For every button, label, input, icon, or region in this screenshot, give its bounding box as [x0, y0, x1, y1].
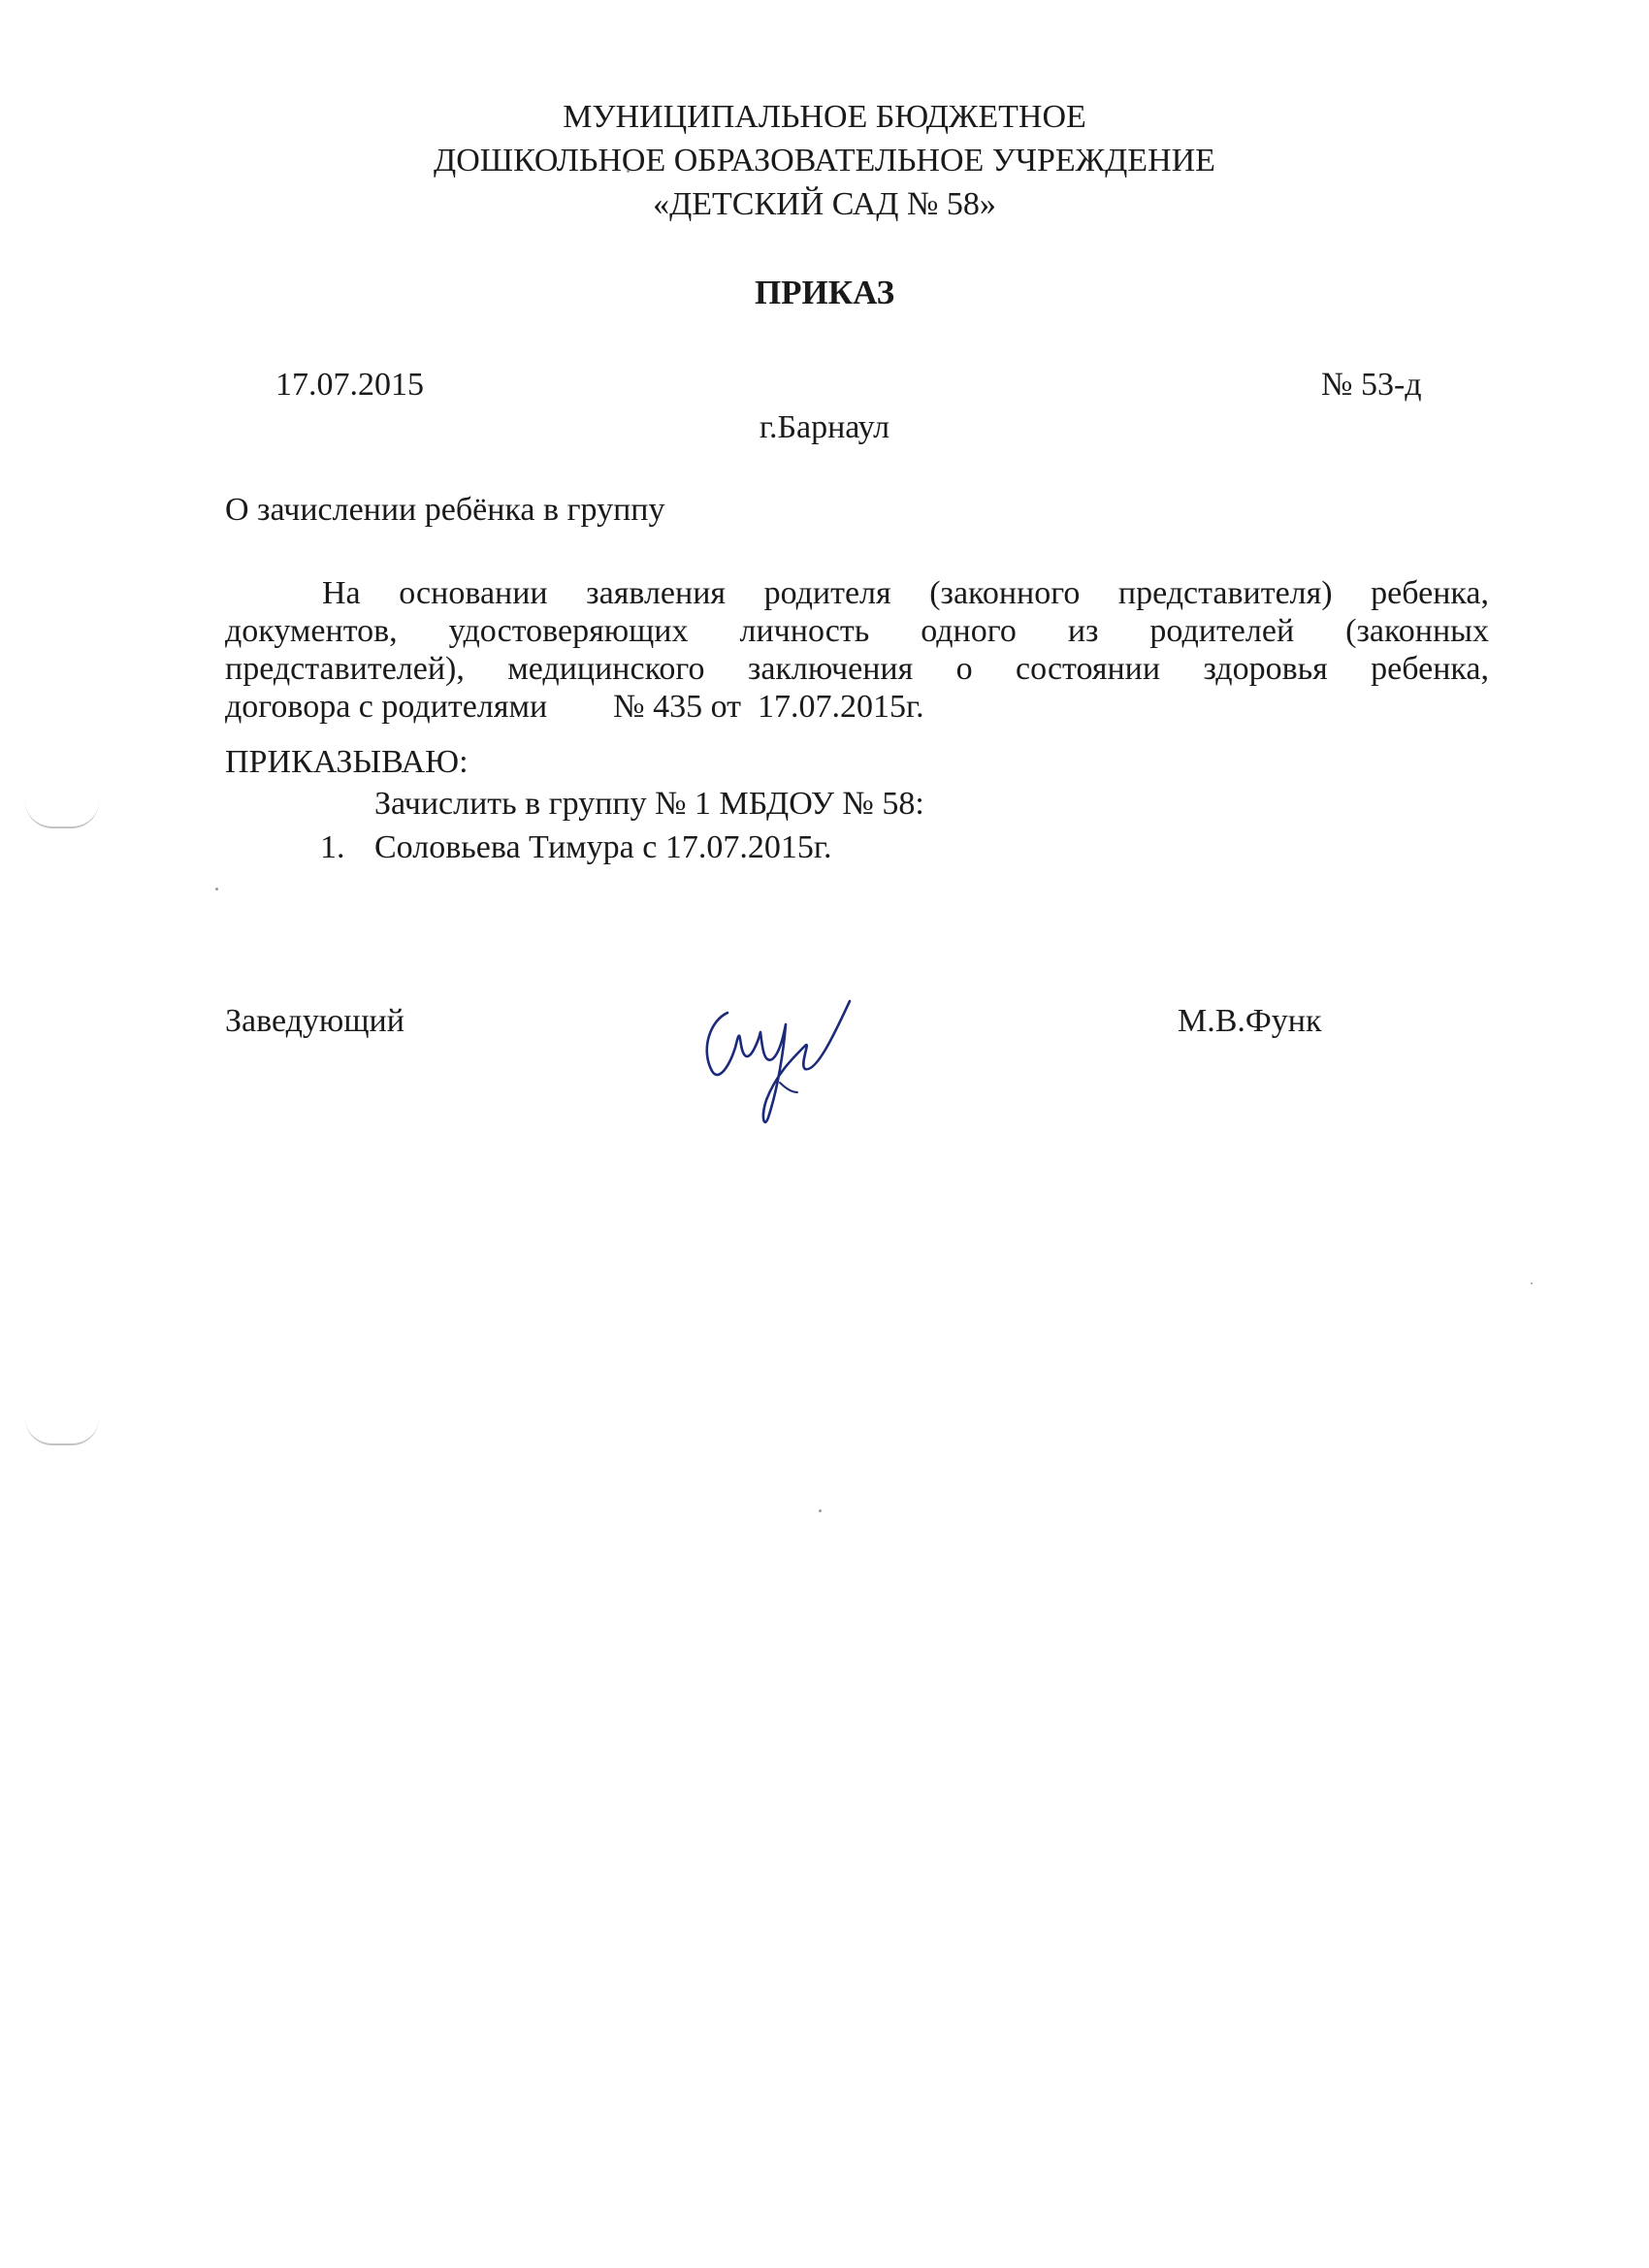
- order-basis-paragraph: [225, 574, 1489, 726]
- paragraph-line: документов, удостоверяющих личность одного из родителей (законных: [225, 613, 1489, 649]
- org-name-line-2: ДОШКОЛЬНОЕ ОБРАЗОВАТЕЛЬНОЕ УЧРЕЖДЕНИЕ: [434, 143, 1215, 178]
- document-title: ПРИКАЗ: [754, 274, 895, 311]
- signatory-name: М.В.Функ: [1178, 1003, 1322, 1039]
- order-number: № 53-д: [1321, 367, 1422, 403]
- handwritten-signature: [691, 991, 865, 1147]
- scan-speck: [215, 888, 218, 891]
- order-subject: О зачислении ребёнка в группу: [225, 492, 665, 528]
- paragraph-line: представителей), медицинского заключения о состоянии здоровья ребенка,: [225, 651, 1489, 687]
- paragraph-line: договора с родителями № 435 от 17.07.2015г.: [225, 689, 924, 725]
- order-directive-word: ПРИКАЗЫВАЮ:: [225, 744, 469, 780]
- org-name-line-1: МУНИЦИПАЛЬНОЕ БЮДЖЕТНОЕ: [563, 99, 1086, 135]
- paragraph-line: На основании заявления родителя (законного представителя) ребенка,: [322, 575, 1489, 611]
- order-date: 17.07.2015: [275, 367, 424, 403]
- list-item: [320, 827, 831, 868]
- scan-speck: [1531, 1282, 1533, 1284]
- punch-hole-mark: [25, 801, 99, 828]
- list-item-number: 1.: [320, 829, 345, 865]
- list-item-text: Соловьева Тимура с 17.07.2015г.: [374, 829, 832, 865]
- order-city: г.Барнаул: [759, 409, 890, 445]
- order-directive-text: Зачислить в группу № 1 МБДОУ № 58:: [374, 786, 924, 822]
- scan-speck: [819, 1509, 822, 1512]
- signatory-position: Заведующий: [225, 1003, 404, 1039]
- punch-hole-mark: [25, 1418, 99, 1445]
- org-name-line-3: «ДЕТСКИЙ САД № 58»: [653, 186, 996, 222]
